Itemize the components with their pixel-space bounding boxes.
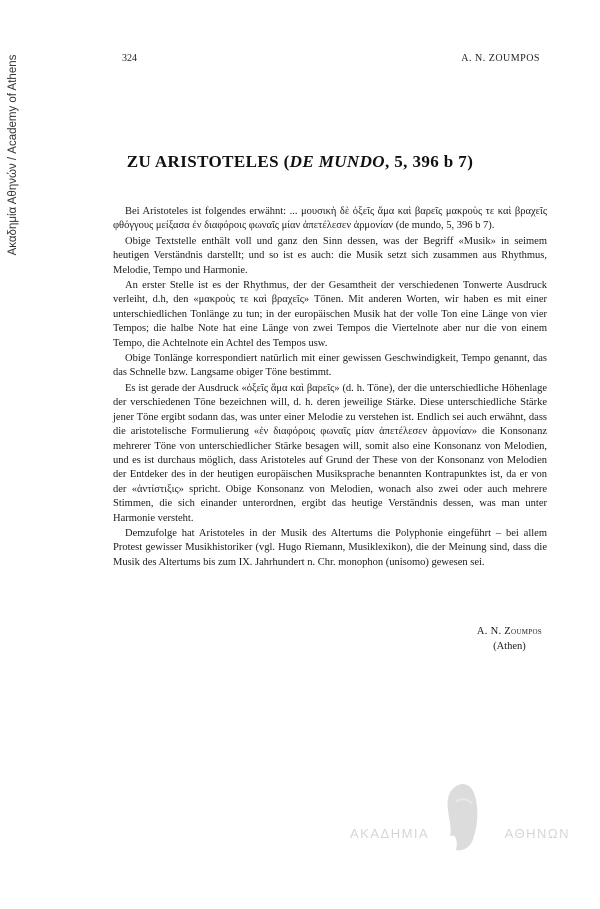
watermark-left-text: ΑΚΑΔΗΜΙΑ	[350, 826, 430, 841]
title-suffix: , 5, 396 b 7)	[384, 152, 474, 171]
paragraph: Bei Aristoteles ist folgendes erwähnt: ... μουσικὴ δὲ ὀξεῖς ἅμα καὶ βαρεῖς μακροὺς τε καὶ βραχεῖς φθόγγους μείξασα ἐν διαφόροις φωναῖς μίαν ἀπετέλεσεν ἁρμονίαν (de mundo, 5, 396 b 7).	[113, 206, 547, 232]
paragraph: Obige Textstelle enthält voll und ganz den Sinn dessen, was der Begriff «Musik» in seimem heutigen Verständnis darstellt; und so ist es auch: die Musik setzt sich zusammen aus Rhythmus, Melodie, Tempo und Harmonie.	[113, 235, 547, 276]
page-number: 324	[122, 53, 137, 64]
article-title	[0, 152, 600, 172]
paragraph: Obige Tonlänge korrespondiert natürlich mit einer gewissen Geschwindigkeit, Tempo genannt, das das Schnelle bzw. Langsame obiger Töne bestimmt.	[113, 353, 547, 379]
paragraph: Demzufolge hat Aristoteles in der Musik des Altertums die Polyphonie eingeführt – bei allem Protest gewisser Musikhistoriker (vgl. Hugo Riemann, Musiklexikon), die der Meinung sind, dass die Musik des Altertums bis zum IX. Jahrhundert n. Chr. monophon (unisomo) gewesen sei.	[113, 527, 547, 568]
paragraph: An erster Stelle ist es der Rhythmus, der der Gesamtheit der verschiedenen Tonwerte Ausdruck verleiht, d.h, den «μακροὺς τε καὶ βραχεῖς» Tönen. Mit anderen Worten, wir haben es mit einer unterschiedlichen Tonlänge zu tun; in der europäischen Musik hat der volle Ton eine Länge von vier Tempos; die halbe Note hat eine Länge von zwei Tempos die Viertelnote aber nur die von einem Tempo, die Achtelnote ein Achtel des Tempos usw.	[113, 280, 547, 349]
article-body	[113, 205, 547, 571]
running-head: A. N. ZOUMPOS	[461, 53, 540, 64]
title-italic: DE MUNDO	[289, 152, 385, 171]
author-place: (Athen)	[493, 640, 526, 652]
watermark-right-text: ΑΘΗΝΩΝ	[504, 826, 570, 841]
author-name: A. N. Zoumpos	[476, 626, 542, 637]
academy-watermark	[350, 780, 570, 870]
title-prefix: ZU ARISTOTELES (	[126, 152, 290, 171]
paragraph: Es ist gerade der Ausdruck «ὀξεῖς ἅμα καὶ βαρεῖς» (d. h. Töne), der die unterschiedliche Höhenlage der verschiedenen Töne bezeichnen will, d. h. deren jeweilige Stärke. Diese unterschiedliche Stärke jener Töne ergibt sodann das, was unter einer Melodie zu verstehen ist. Endlich sei auch erwähnt, dass die aristotelische Formulierung «ἐν διαφόροις φωναῖς μίαν ἀπετέλεσεν ἁρμονίαν» die Konsonanz mehrerer Töne von unterschiedlicher Stärke besagen will, somit also eine Konsonanz von Melodien, und es ist durchaus möglich, dass Aristoteles auf Grund der These von der Konsonanz von Melodien der Entdeker des in der heutigen europäischen Musiksprache benannten Kontrapunktes ist, da er von der «ἀντίστιξις» spricht. Obige Konsonanz von Melodien, wonach also zwei oder auch mehrere Stimmen, die sich einander unterordnen, ergibt das heutige Verständnis dessen, was man unter Harmonie versteht.	[113, 382, 547, 524]
athena-head-icon	[442, 780, 482, 860]
side-stamp-text: Ακαδημία Αθηνών / Academy of Athens	[7, 54, 19, 256]
author-signature	[477, 625, 542, 654]
